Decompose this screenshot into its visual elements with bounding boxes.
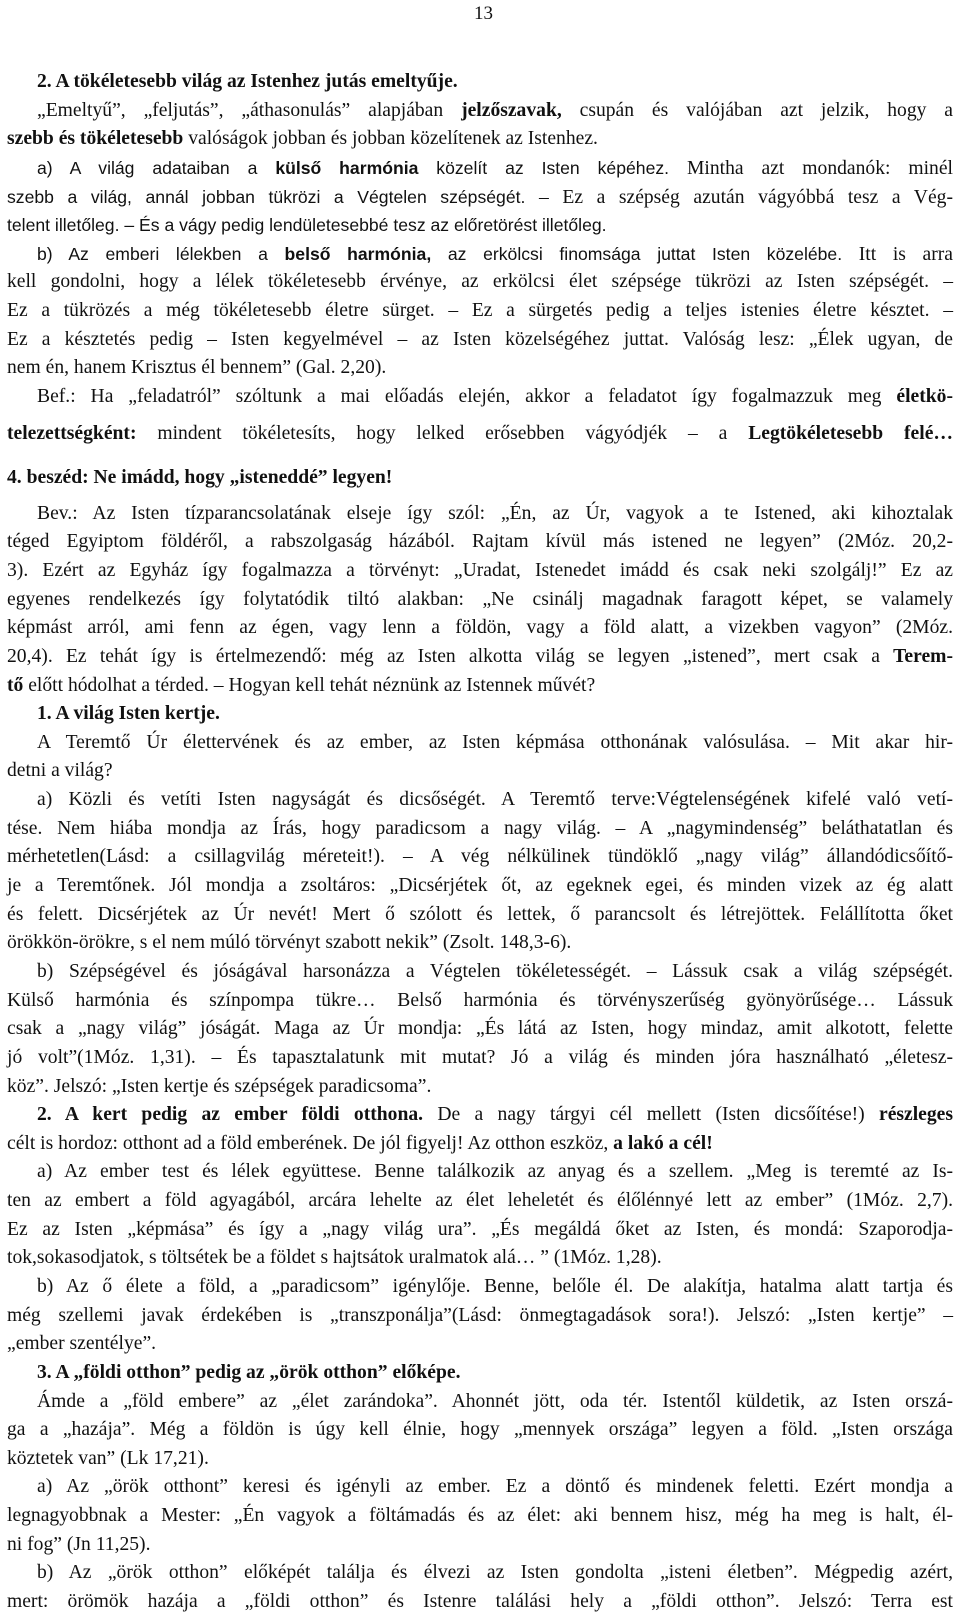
text-line [7, 456, 953, 500]
text-segment: „Emeltyű”, „feljutás”, „áthasonulás” alapjában [37, 99, 462, 121]
bold-text: 2. A kert pedig az ember földi otthona. [37, 1104, 424, 1126]
text-segment: 20,4). Ez tehát így is értelmezendő: még az Isten alkotta világ se legyen „istened”, mert csak a [7, 645, 894, 667]
text-segment: közelít az Isten képéhez. [418, 157, 670, 178]
bold-text: telezettségként: [7, 422, 137, 444]
text-line [7, 1158, 953, 1187]
text-line [7, 354, 953, 383]
text-line [7, 1044, 953, 1073]
bold-text: 2. A tökéletesebb világ az Istenhez jutás emeltyűje. [37, 71, 458, 92]
bold-text: a lakó a cél! [613, 1132, 713, 1154]
text-line [7, 786, 953, 815]
text-segment: a) A világ adataiban a [37, 157, 276, 178]
bold-text: tő [7, 674, 24, 696]
text-segment: Ez a tükrözés a még tökéletesebb életre sürget. – Ez a sürgetés pedig a teljes istenies életre késztet. – [7, 300, 953, 322]
text-segment: Bev.: Az Isten tízparancsolatának elseje így szól: „Én, az Úr, vagyok a te Istened, aki kihoztalak [37, 502, 953, 524]
text-segment: ni fog” (Jn 11,25). [7, 1533, 151, 1555]
text-line [7, 1216, 953, 1245]
text-segment: Ez a késztetés pedig – Isten kegyelmével – az Isten közelségéhez juttat. Valóság lesz: „Élek ugyan, de [7, 328, 953, 350]
text-line [7, 1273, 953, 1302]
text-segment: képmást arról, ami fenn az égen, vagy lenn a földön, vagy a föld alatt, a vizekben vagyon” (2Móz. [7, 617, 953, 639]
text-segment: nem én, hanem Krisztus él bennem” (Gal. 2,20). [7, 357, 387, 379]
text-line [7, 901, 953, 930]
text-segment: mert: örömök hazája a „földi otthon” és Istenre találási hely a „földi otthon”. Jelszó: Terra est [7, 1591, 953, 1613]
text-segment: Ámde a „föld embere” az „élet zarándoka”. Ahonnét jött, oda tér. Istentől küldetik, az Isten orszá- [37, 1390, 953, 1412]
text-segment: kell gondolni, hogy a lélek tökéletesebb érvénye, az erkölcsi élet szépsége tükrözi az Isten szépségét. – [7, 271, 953, 293]
text-segment: – Ez a szépség azután vágyóbbá tesz a Vég- [525, 186, 953, 208]
text-line [7, 929, 953, 958]
text-line [7, 557, 953, 586]
text-line [7, 1244, 953, 1273]
text-line [7, 672, 953, 701]
text-segment: tése. Nem hiába mondja az Írás, hogy paradicsom a nagy világ. – A „nagymindenség” beláthatatlan és [7, 817, 953, 839]
text-line [7, 872, 953, 901]
text-segment: a) Az ember test és lélek együttese. Benne találkozik az anyag és a szellem. „Meg is teremté az Is- [37, 1161, 953, 1183]
text-segment: jó volt”(1Móz. 1,31). – És tapasztalatunk mit mutat? Jó a világ és minden jóra használható „életesz- [7, 1046, 953, 1068]
text-line [7, 1588, 953, 1617]
text-line [7, 586, 953, 615]
text-line [7, 154, 953, 183]
text-line [7, 383, 953, 412]
text-segment: Ez az Isten „képmása” és így a „nagy világ ura”. „És megáldá őket az Isten, és mondá: Szaporodja- [7, 1218, 953, 1240]
document-body [7, 68, 953, 1617]
text-segment: még szellemi javak érdekében is „transzponálja”(Lásd: önmegtagadások sora!). Jelszó: „Isten kertje” – [7, 1304, 953, 1326]
text-line [7, 1473, 953, 1502]
text-segment: De a nagy tárgyi cél mellett (Isten dicsőítése!) [423, 1104, 879, 1126]
text-segment: ten az embert a föld agyagából, arcára lehelte az élet leheletét és élőlénnyé lett az ember” (1Móz. 2,7). [7, 1190, 953, 1212]
text-line [7, 1015, 953, 1044]
text-segment: b) Szépségével és jóságával harsonázza a Végtelen tökéletességét. – Lássuk csak a világ szépségét. [37, 960, 953, 982]
bold-text: Legtökéletesebb felé… [748, 422, 953, 444]
text-line [7, 700, 953, 729]
bold-text: szebb és tökéletesebb [7, 128, 184, 150]
text-segment: az erkölcsi finomsága juttat Isten közelébe. [431, 243, 843, 264]
text-segment: a) Közli és vetíti Isten nagyságát és dicsőségét. A Teremtő terve:Végtelenségének kifelé való vetí- [37, 789, 953, 811]
text-line [7, 1388, 953, 1417]
text-segment: köz”. Jelszó: „Isten kertje és szépségek paradicsoma”. [7, 1075, 432, 1097]
text-line [7, 757, 953, 786]
text-line [7, 643, 953, 672]
bold-text: jelzőszavak, [461, 99, 562, 121]
text-segment: Itt is arra [842, 243, 954, 265]
text-segment: 3). Ezért az Egyház így fogalmazza a törvényt: „Uradat, Istenedet imádd és csak neki szolgálj!” Ez az [7, 559, 953, 581]
text-line [7, 1531, 953, 1560]
text-line [7, 125, 953, 154]
bold-text: Terem- [893, 645, 953, 667]
text-segment: előtt hódolhat a térded. – Hogyan kell tehát néznünk az Istennek művét? [23, 674, 596, 696]
text-segment: téged Egyiptom földéről, a rabszolgaság házából. Rajtam kívül más istened ne legyen” (2Móz. 20,2- [7, 531, 953, 553]
text-segment: detni a világ? [7, 760, 113, 782]
text-segment: tok,sokasodjatok, s töltsétek be a földet s hajtsátok uralmatok alá… ” (1Móz. 1,28). [7, 1247, 662, 1269]
text-line [7, 1559, 953, 1588]
text-line [7, 211, 953, 240]
text-line [7, 97, 953, 126]
text-line [7, 528, 953, 557]
text-segment: szebb a világ, annál jobban tükrözi a Végtelen szépségét. [7, 186, 526, 207]
text-segment: „ember szentélye”. [7, 1333, 157, 1355]
text-segment: a) Az „örök otthont” keresi és igényli az ember. Ez a döntő és mindenek feletti. Ezért mondja a [37, 1476, 953, 1498]
bold-text: külső harmónia [275, 157, 419, 178]
text-line [7, 1330, 953, 1359]
bold-text: 4. beszéd: Ne imádd, hogy „isteneddé” legyen! [7, 466, 393, 488]
page-number: 13 [474, 3, 493, 24]
bold-text: 3. A „földi otthon” pedig az „örök otthon” előképe. [37, 1361, 461, 1383]
text-line [7, 614, 953, 643]
text-segment: mindent tökéletesíts, hogy lelked erősebben vágyódjék – a [136, 422, 749, 444]
text-line [7, 1359, 953, 1388]
text-line [7, 297, 953, 326]
text-line [7, 987, 953, 1016]
text-line [7, 729, 953, 758]
text-segment: köztetek van” (Lk 17,21). [7, 1447, 209, 1469]
text-segment: egyenes rendelkezés így folytatódik tiltó alakban: „Ne csinálj magadnak faragott képet, se valamely [7, 588, 953, 610]
text-segment: csupán és valójában azt jelzik, hogy a [561, 99, 954, 121]
text-segment: ga a „hazája”. Még a földön is úgy kell élnie, hogy „mennyek országa” legyen a föld. „Isten országa [7, 1419, 953, 1441]
text-segment: b) Az emberi lélekben a [37, 243, 285, 264]
text-line [7, 240, 953, 269]
text-line [7, 1101, 953, 1130]
text-segment: Mintha azt mondanók: minél [669, 157, 953, 179]
text-segment: A Teremtő Úr élettervének és az ember, az Isten képmása otthonának valósulása. – Mit akar hir- [37, 731, 953, 753]
text-line [7, 1502, 953, 1531]
text-line [7, 68, 953, 97]
text-segment: célt is hordoz: otthont ad a föld emberének. De jól figyelj! Az otthon eszköz, [7, 1132, 614, 1154]
bold-text: életkö- [896, 386, 953, 408]
bold-text: részleges [879, 1104, 953, 1126]
text-segment: valóságok jobban és jobban közelítenek az Istenhez. [183, 128, 598, 150]
text-segment: mérhetetlen(Lásd: a csillagvilág méreteit!). – A vég nélkülinek tündöklő „nagy világ” állandódicsőítő- [7, 846, 953, 868]
text-line [7, 815, 953, 844]
text-line [7, 326, 953, 355]
text-line [7, 843, 953, 872]
text-line [7, 1416, 953, 1445]
text-line [7, 500, 953, 529]
text-line [7, 958, 953, 987]
text-line [7, 183, 953, 212]
bold-text: belső harmónia, [284, 243, 432, 264]
text-segment: b) Az ő élete a föld, a „paradicsom” igénylője. Benne, belőle él. De alakítja, hatalma alatt tartja és [37, 1275, 953, 1297]
text-segment: és felett. Dicsérjétek az Úr nevét! Mert ő szólott és lettek, ő parancsolt és létrejöttek. Felállította őket [7, 903, 953, 925]
text-line [7, 1130, 953, 1159]
text-segment: je a Teremtőnek. Jól mondja a zsoltáros: „Dicsérjétek őt, az egeknek egei, és minden vizek az ég alatt [7, 875, 953, 897]
text-segment: örökkön-örökre, s el nem múló törvényt szabott nekik” (Zsolt. 148,3-6). [7, 932, 572, 954]
text-line [7, 268, 953, 297]
text-segment: b) Az „örök otthon” előképét találja és élvezi az Isten gondolta „isteni életben”. Mégpedig azért, [37, 1562, 953, 1584]
text-segment: csak a „nagy világ” jóságát. Maga az Úr mondja: „És látá az Isten, hogy mindaz, amit alkotott, felette [7, 1018, 953, 1040]
text-line [7, 1187, 953, 1216]
text-line [7, 412, 953, 456]
text-line [7, 1302, 953, 1331]
text-line [7, 1445, 953, 1474]
text-segment: legnagyobbnak a Mester: „Én vagyok a föltámadás és az élet: aki bennem hisz, még ha meg is halt, él- [7, 1505, 953, 1527]
text-segment: telent illetőleg. – És a vágy pedig lendületesebbé tesz az előretörést illetőleg. [7, 215, 607, 236]
text-line [7, 1073, 953, 1102]
text-segment: Külső harmónia és színpompa tükre… Belső harmónia és törvényszerűség gyönyörűsége… Lássuk [7, 989, 953, 1011]
bold-text: 1. A világ Isten kertje. [37, 703, 220, 725]
text-segment: Bef.: Ha „feladatról” szóltunk a mai előadás elején, akkor a feladatot így fogalmazzuk meg [37, 386, 897, 408]
